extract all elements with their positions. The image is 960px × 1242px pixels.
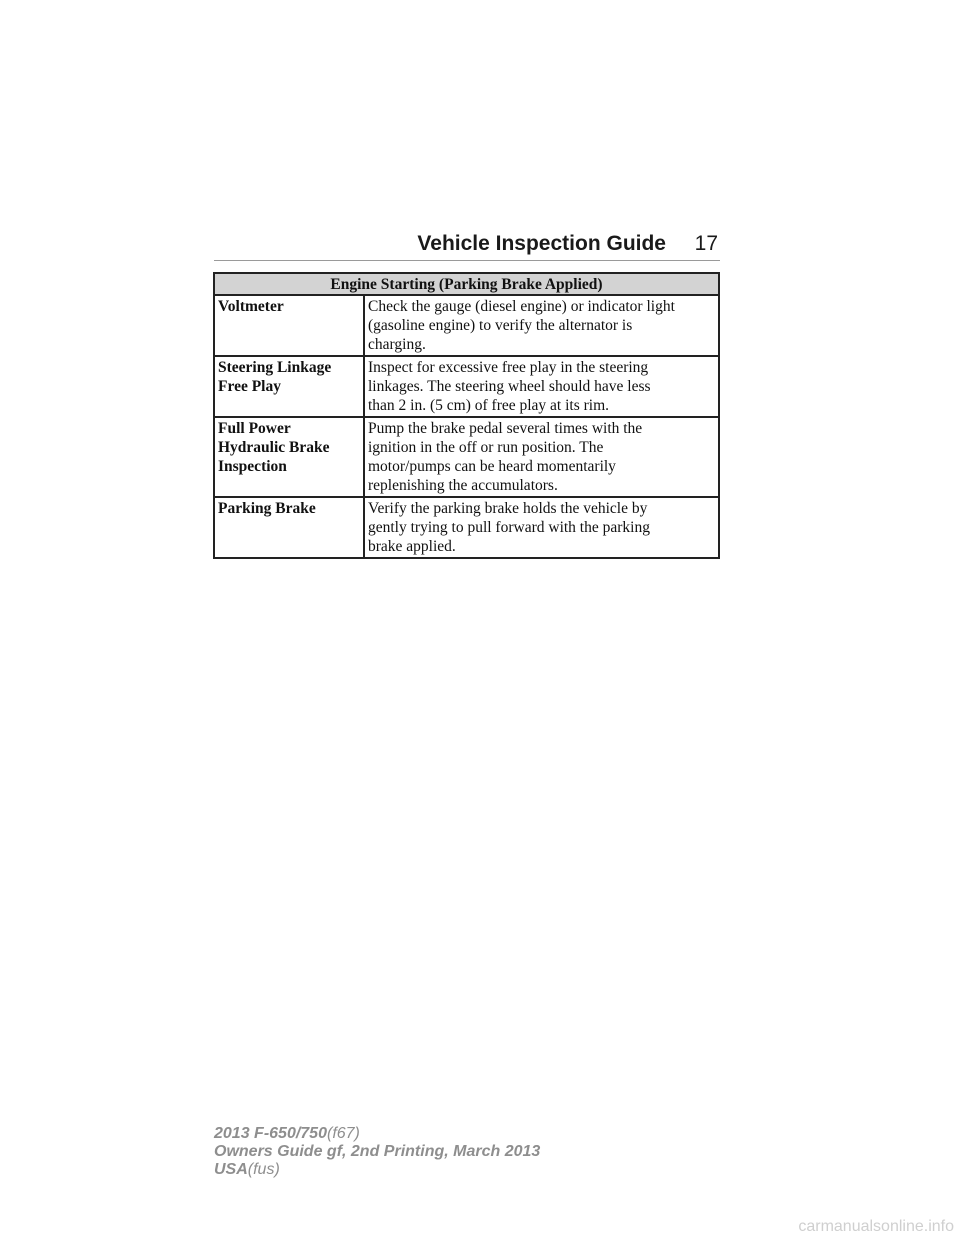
description-cell <box>364 356 719 417</box>
term-line: Voltmeter <box>218 298 284 315</box>
table-heading-row <box>214 273 719 295</box>
watermark-text: carmanualsonline.info <box>798 1218 954 1235</box>
footer-market: USA <box>214 1161 248 1178</box>
term-line: Parking Brake <box>218 500 316 517</box>
description-line: Check the gauge (diesel engine) or indicator light <box>368 298 675 315</box>
description-line: ignition in the off or run position. The <box>368 439 604 456</box>
term-cell <box>214 497 364 558</box>
term-line: Hydraulic Brake <box>218 439 330 456</box>
term-line: Steering Linkage <box>218 359 332 376</box>
section-title: Vehicle Inspection Guide <box>417 232 666 255</box>
term-line: Inspection <box>218 458 287 475</box>
footer-model: 2013 F-650/750 <box>214 1125 327 1142</box>
page-header <box>214 230 720 261</box>
description-line: charging. <box>368 336 426 353</box>
description-line: gently trying to pull forward with the parking <box>368 519 650 536</box>
description-line: (gasoline engine) to verify the alternator is <box>368 317 633 334</box>
description-line: Verify the parking brake holds the vehicle by <box>368 500 648 517</box>
page-number: 17 <box>694 232 718 255</box>
term-line: Full Power <box>218 420 291 437</box>
term-cell <box>214 356 364 417</box>
footer-line <box>214 1125 540 1143</box>
footer-line <box>214 1161 540 1179</box>
footer-printing: Owners Guide gf, 2nd Printing, March 2013 <box>214 1143 541 1160</box>
table-row <box>214 295 719 356</box>
term-line: Free Play <box>218 378 281 395</box>
term-cell <box>214 295 364 356</box>
description-line: Pump the brake pedal several times with the <box>368 420 643 437</box>
table-row <box>214 356 719 417</box>
description-line: motor/pumps can be heard momentarily <box>368 458 616 475</box>
description-cell <box>364 417 719 497</box>
table-row <box>214 497 719 558</box>
description-cell <box>364 497 719 558</box>
footer-market-code: (fus) <box>247 1161 280 1178</box>
table-row <box>214 417 719 497</box>
inspection-table <box>213 272 720 559</box>
term-cell <box>214 417 364 497</box>
print-footer <box>214 1125 540 1179</box>
description-cell <box>364 295 719 356</box>
table-heading: Engine Starting (Parking Brake Applied) <box>214 273 719 295</box>
description-line: replenishing the accumulators. <box>368 477 558 494</box>
description-line: than 2 in. (5 cm) of free play at its rim. <box>368 397 610 414</box>
description-line: brake applied. <box>368 538 456 555</box>
description-line: Inspect for excessive free play in the steering <box>368 359 649 376</box>
description-line: linkages. The steering wheel should have less <box>368 378 651 395</box>
footer-model-code: (f67) <box>326 1125 360 1142</box>
